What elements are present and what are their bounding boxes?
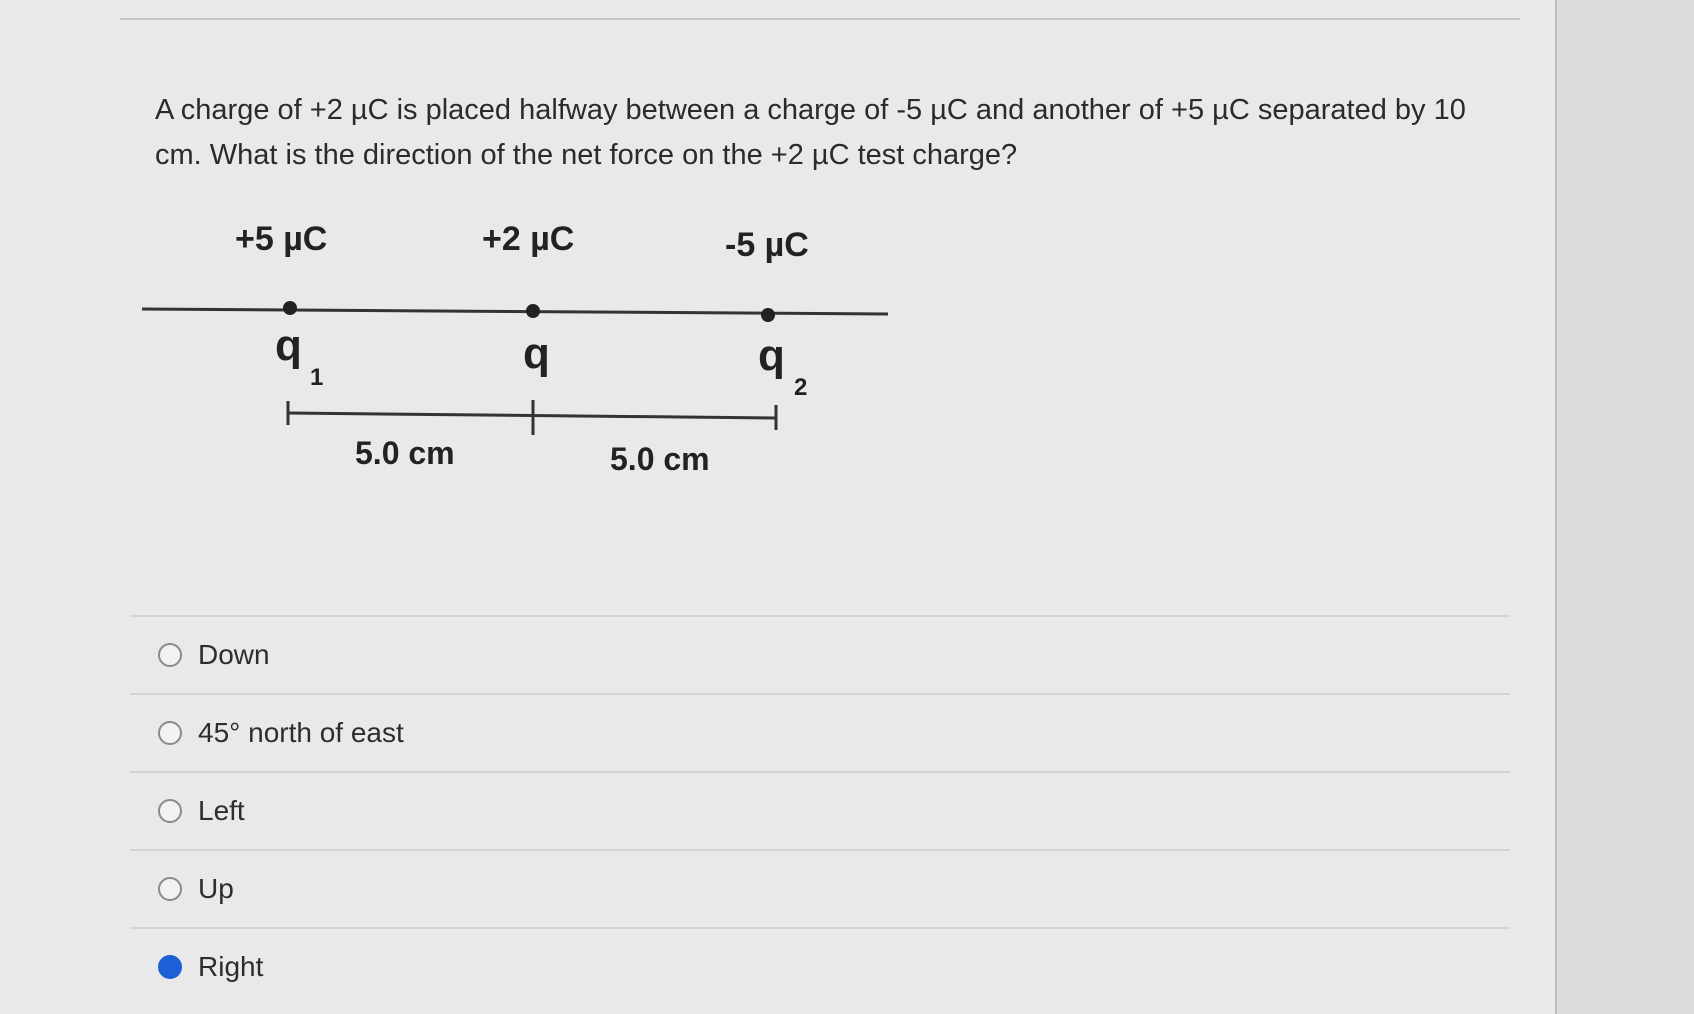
radio-button[interactable]	[158, 721, 182, 745]
option-down[interactable]	[130, 615, 1510, 693]
subscript-q1: 1	[310, 364, 324, 391]
option-label: Right	[198, 951, 264, 982]
distance-label-left: 5.0 cm	[355, 435, 455, 471]
charge-dot-q1	[283, 301, 297, 315]
answer-options	[130, 615, 1510, 1005]
option-left[interactable]	[130, 771, 1510, 849]
subscript-q2: 2	[794, 374, 808, 401]
option-label: Up	[198, 873, 234, 904]
radio-button[interactable]	[158, 643, 182, 667]
option-label: 45° north of east	[198, 717, 404, 748]
charge-label-q2: -5 µC	[725, 226, 809, 264]
symbol-q: q	[523, 329, 550, 378]
radio-button[interactable]	[158, 799, 182, 823]
radio-button-selected[interactable]	[158, 955, 182, 979]
distance-label-right: 5.0 cm	[610, 441, 710, 477]
radio-button[interactable]	[158, 877, 182, 901]
charge-label-q: +2 µC	[482, 220, 575, 258]
charge-dot-q	[526, 304, 540, 318]
option-label: Down	[198, 639, 270, 670]
charge-diagram	[140, 220, 920, 500]
symbol-q1: q	[275, 321, 302, 370]
option-label: Left	[198, 795, 245, 826]
divider	[120, 18, 1520, 20]
symbol-q2: q	[758, 331, 785, 380]
question-text: A charge of +2 µC is placed halfway between a charge of -5 µC and another of +5 µC separated by 10 cm. What is the direction of the net force on the +2 µC test charge?	[155, 94, 1466, 171]
charge-dot-q2	[761, 308, 775, 322]
charge-axis-line	[142, 309, 888, 314]
charge-label-q1: +5 µC	[235, 220, 328, 258]
option-up[interactable]	[130, 849, 1510, 927]
option-45-north-of-east[interactable]	[130, 693, 1510, 771]
option-right[interactable]	[130, 927, 1510, 1005]
